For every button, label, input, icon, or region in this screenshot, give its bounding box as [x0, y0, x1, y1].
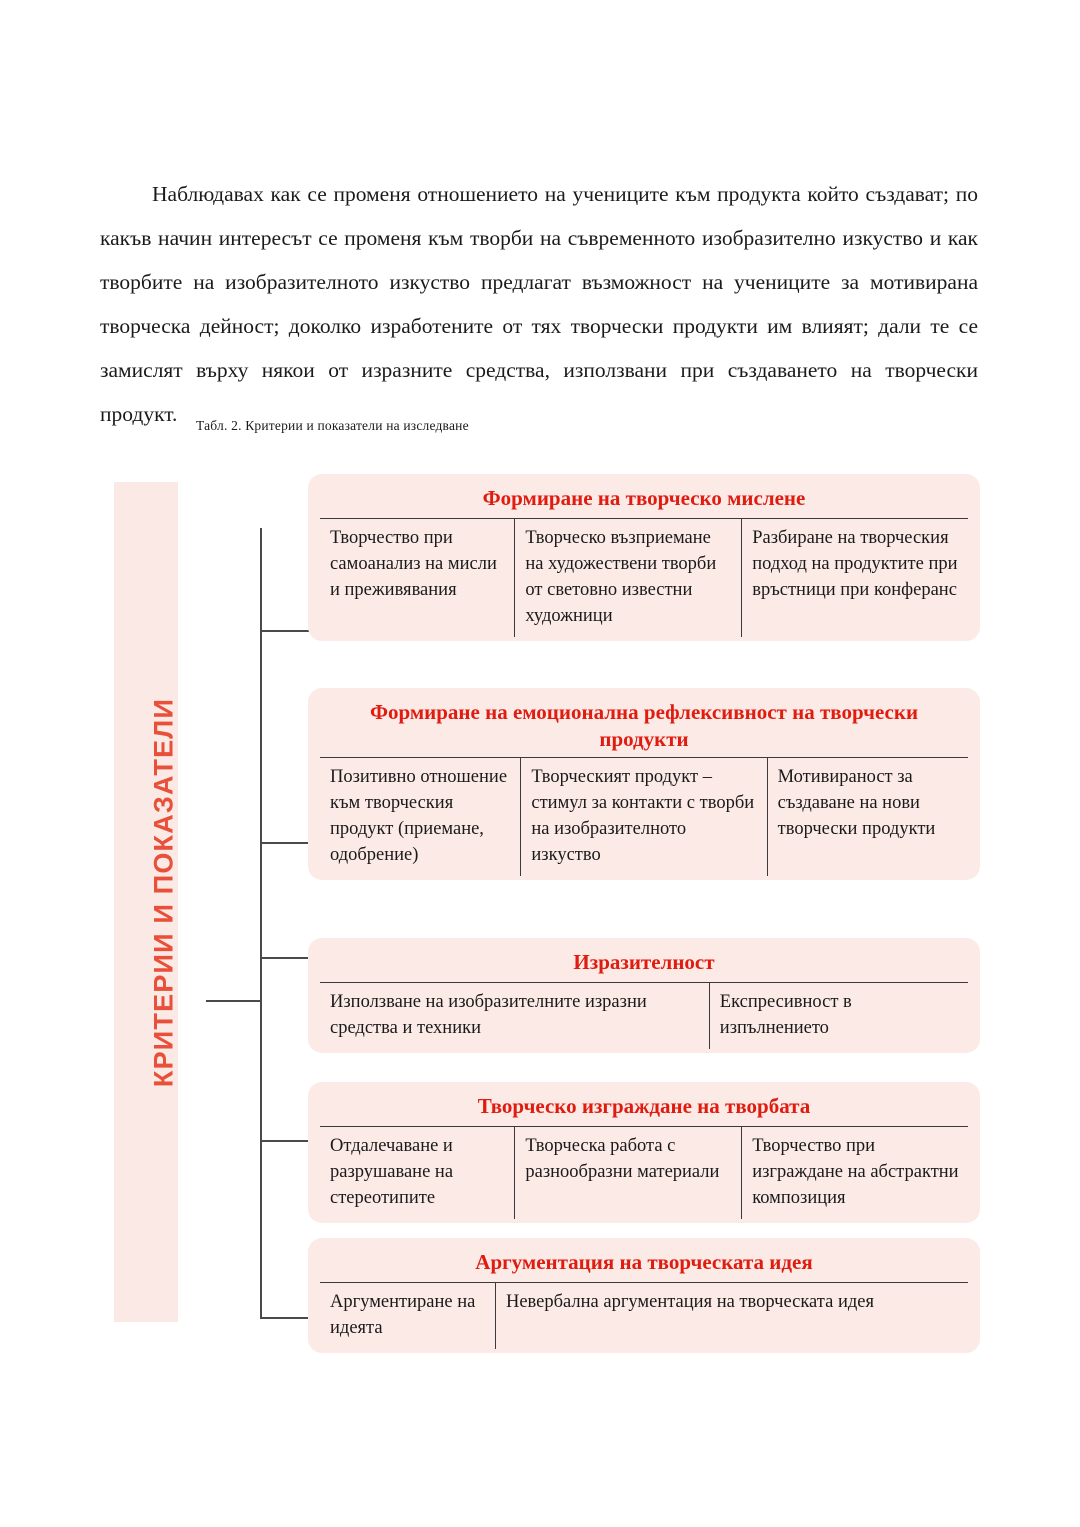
criteria-group-3-title: Изразителност [573, 950, 715, 974]
connector-stem-line [206, 1000, 262, 1002]
criteria-group-5-row [320, 1282, 968, 1349]
diagram-side-label: КРИТЕРИИ И ПОКАЗАТЕЛИ [148, 697, 179, 1088]
diagram-side-bar [114, 482, 178, 1322]
criteria-cell: Творчество при изграждане на абстрактни композиция [741, 1127, 968, 1219]
criteria-cell: Отдалечаване и разрушаване на стереотипите [330, 1136, 454, 1208]
criteria-group-1-title: Формиране на творческо мислене [482, 486, 806, 510]
criteria-cell: Невербална аргументация на творческата идея [495, 1283, 968, 1349]
criteria-cell: Мотивираност за създаване на нови творчески продукти [767, 758, 968, 876]
criteria-group-3-row [320, 982, 968, 1049]
criteria-cell: Разбиране на творческия подход на продуктите при връстници при конферанс [741, 519, 968, 637]
connector-vertical-line [260, 528, 262, 1318]
criteria-cell: Използване на изобразителните изразни средства и техники [330, 992, 647, 1038]
criteria-group-2 [308, 688, 980, 880]
criteria-diagram [100, 470, 980, 1350]
criteria-group-4-row [320, 1126, 968, 1219]
body-paragraph: Наблюдавах как се променя отношението на учениците към продукта който създават; по какъв начин интересът се променя към творби на съвременното изобразително изкуство и как творбите на изобразителното изкуство предлагат възможност на учениците за мотивирана творческа дейност; доколко изработените от тях творчески продукти им влияят; дали те се замислят върху някои от изразните средства, използвани при създаването на творчески продукт. [100, 181, 978, 426]
criteria-cell: Творческият продукт – стимул за контакти с творби на изобразителното изкуство [520, 758, 766, 876]
table-caption: Табл. 2. Критерии и показатели на изследване [196, 418, 469, 433]
criteria-group-5-title: Аргументация на творческата идея [475, 1250, 813, 1274]
criteria-cell: Творчество при самоанализ на мисли и преживявания [330, 528, 497, 600]
diagram-connector-lines [178, 470, 308, 1350]
criteria-cell: Експресивност в изпълнението [709, 983, 968, 1049]
criteria-cell: Творческа работа с разнообразни материали [514, 1127, 741, 1219]
criteria-cell: Аргументиране на идеята [330, 1292, 476, 1338]
criteria-group-3 [308, 938, 980, 1053]
criteria-cell: Творческо възприемане на художествени творби от световно известни художници [514, 519, 741, 637]
criteria-group-4 [308, 1082, 980, 1223]
criteria-group-4-title: Творческо изграждане на творбата [477, 1094, 811, 1118]
criteria-group-2-title: Формиране на емоционална рефлексивност на творчески продукти [369, 700, 919, 751]
criteria-group-2-row [320, 757, 968, 876]
criteria-group-1-row [320, 518, 968, 637]
criteria-group-1 [308, 474, 980, 641]
criteria-group-5 [308, 1238, 980, 1353]
criteria-cell: Позитивно отношение към творческия продукт (приемане, одобрение) [330, 767, 508, 865]
